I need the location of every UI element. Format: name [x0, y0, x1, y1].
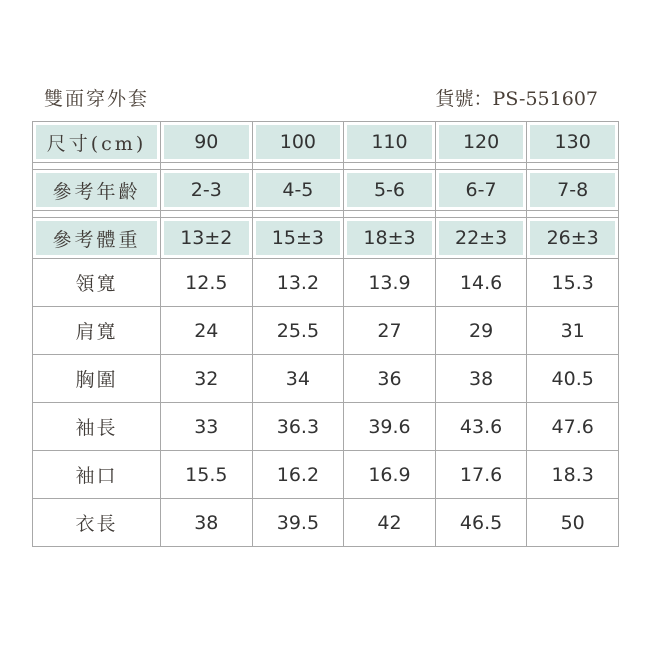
measure-cell: 34 [252, 355, 344, 403]
measure-cell: 31 [527, 307, 619, 355]
size-cell: 120 [435, 122, 527, 163]
measure-cell: 17.6 [435, 451, 527, 499]
size-cell: 90 [161, 122, 253, 163]
measure-cell: 38 [161, 499, 253, 547]
weight-cell: 22±3 [435, 218, 527, 259]
measure-cell: 13.2 [252, 259, 344, 307]
measure-label: 領寬 [33, 259, 161, 307]
measure-cell: 38 [435, 355, 527, 403]
age-row-label: 參考年齡 [33, 170, 161, 211]
weight-cell: 18±3 [344, 218, 436, 259]
measure-cell: 14.6 [435, 259, 527, 307]
weight-row [33, 218, 619, 259]
size-cell: 100 [252, 122, 344, 163]
measure-label: 袖口 [33, 451, 161, 499]
weight-row-label: 參考體重 [33, 218, 161, 259]
measure-cell: 15.5 [161, 451, 253, 499]
measure-cell: 36 [344, 355, 436, 403]
measure-row-body-length [33, 499, 619, 547]
measure-cell: 36.3 [252, 403, 344, 451]
measure-cell: 39.5 [252, 499, 344, 547]
age-cell: 2-3 [161, 170, 253, 211]
measure-cell: 40.5 [527, 355, 619, 403]
measure-cell: 16.9 [344, 451, 436, 499]
measure-row-chest [33, 355, 619, 403]
row-spacer [33, 163, 619, 170]
measure-cell: 13.9 [344, 259, 436, 307]
age-cell: 5-6 [344, 170, 436, 211]
product-title: 雙面穿外套 [44, 88, 150, 110]
measure-row-sleeve-length [33, 403, 619, 451]
size-cell: 110 [344, 122, 436, 163]
age-cell: 7-8 [527, 170, 619, 211]
measure-cell: 15.3 [527, 259, 619, 307]
weight-cell: 15±3 [252, 218, 344, 259]
measure-cell: 42 [344, 499, 436, 547]
measure-cell: 32 [161, 355, 253, 403]
row-spacer [33, 211, 619, 218]
age-row [33, 170, 619, 211]
measure-row-cuff [33, 451, 619, 499]
item-code: 貨號：PS-551607 [435, 88, 598, 110]
size-row-label: 尺寸(cm) [33, 122, 161, 163]
measure-cell: 27 [344, 307, 436, 355]
measure-label: 衣長 [33, 499, 161, 547]
measure-cell: 33 [161, 403, 253, 451]
measure-cell: 12.5 [161, 259, 253, 307]
measure-cell: 47.6 [527, 403, 619, 451]
measure-row-shoulder [33, 307, 619, 355]
size-cell: 130 [527, 122, 619, 163]
size-row [33, 122, 619, 163]
measure-cell: 46.5 [435, 499, 527, 547]
size-chart-table [32, 121, 619, 547]
measure-cell: 50 [527, 499, 619, 547]
measure-cell: 43.6 [435, 403, 527, 451]
measure-cell: 39.6 [344, 403, 436, 451]
measure-cell: 25.5 [252, 307, 344, 355]
measure-label: 胸圍 [33, 355, 161, 403]
measure-cell: 16.2 [252, 451, 344, 499]
measure-row-collar [33, 259, 619, 307]
measure-label: 肩寬 [33, 307, 161, 355]
age-cell: 6-7 [435, 170, 527, 211]
age-cell: 4-5 [252, 170, 344, 211]
measure-cell: 24 [161, 307, 253, 355]
measure-cell: 29 [435, 307, 527, 355]
measure-cell: 18.3 [527, 451, 619, 499]
measure-label: 袖長 [33, 403, 161, 451]
weight-cell: 26±3 [527, 218, 619, 259]
weight-cell: 13±2 [161, 218, 253, 259]
